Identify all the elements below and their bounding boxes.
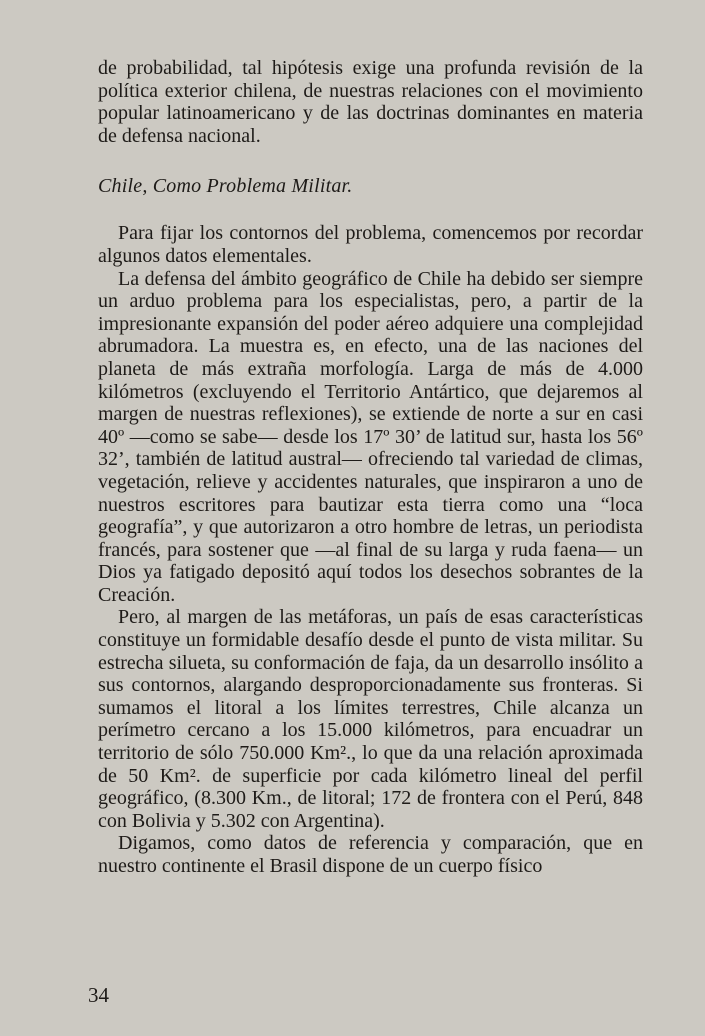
spacer [98,147,643,174]
intro-paragraph: de probabilidad, tal hipótesis exige una profunda revisión de la política exterior chilena, de nuestras relaciones con el movimiento popular latinoamericano y de las doctrinas dominantes en materia de defensa nacional. [98,57,643,147]
body-paragraph: Para fijar los contornos del problema, comencemos por recordar algunos datos elementales. [98,222,643,267]
spacer [98,198,643,222]
section-heading: Chile, Como Problema Militar. [98,175,353,198]
page-number: 34 [88,983,109,1007]
body-paragraph: Digamos, como datos de referencia y comparación, que en nuestro continente el Brasil dispone de un cuerpo físico [98,832,643,877]
body-paragraph: La defensa del ámbito geográfico de Chile ha debido ser siempre un arduo problema para los especialistas, pero, a partir de la impresionante expansión del poder aéreo adquiere una complejidad abrumadora. La muestra es, en efecto, una de las naciones del planeta de más extraña morfología. Larga de más de 4.000 kilómetros (excluyendo el Territorio Antártico, que dejaremos al margen de nuestras reflexiones), se extiende de norte a sur en casi 40º —como se sabe— desde los 17º 30’ de latitud sur, hasta los 56º 32’, también de latitud austral— ofreciendo tal variedad de climas, vegetación, relieve y accidentes naturales, que inspiraron a uno de nuestros escritores para bautizar esta tierra como una “loca geografía”, y que autorizaron a otro hombre de letras, un periodista francés, para sostener que —al final de su larga y ruda faena— un Dios ya fatigado depositó aquí todos los desechos sobrantes de la Creación. [98,267,643,606]
body-paragraph: Pero, al margen de las metáforas, un país de esas características constituye un formidable desafío desde el punto de vista militar. Su estrecha silueta, su conformación de faja, da un desarrollo insólito a sus contornos, alargando desproporcionadamente sus fronteras. Si sumamos el litoral a los límites terrestres, Chile alcanza un perímetro cercano a los 15.000 kilómetros, para encuadrar un territorio de sólo 750.000 Km²., lo que da una relación aproximada de 50 Km². de superficie por cada kilómetro lineal del perfil geográfico, (8.300 Km., de litoral; 172 de frontera con el Perú, 848 con Bolivia y 5.302 con Argentina). [98,606,643,832]
